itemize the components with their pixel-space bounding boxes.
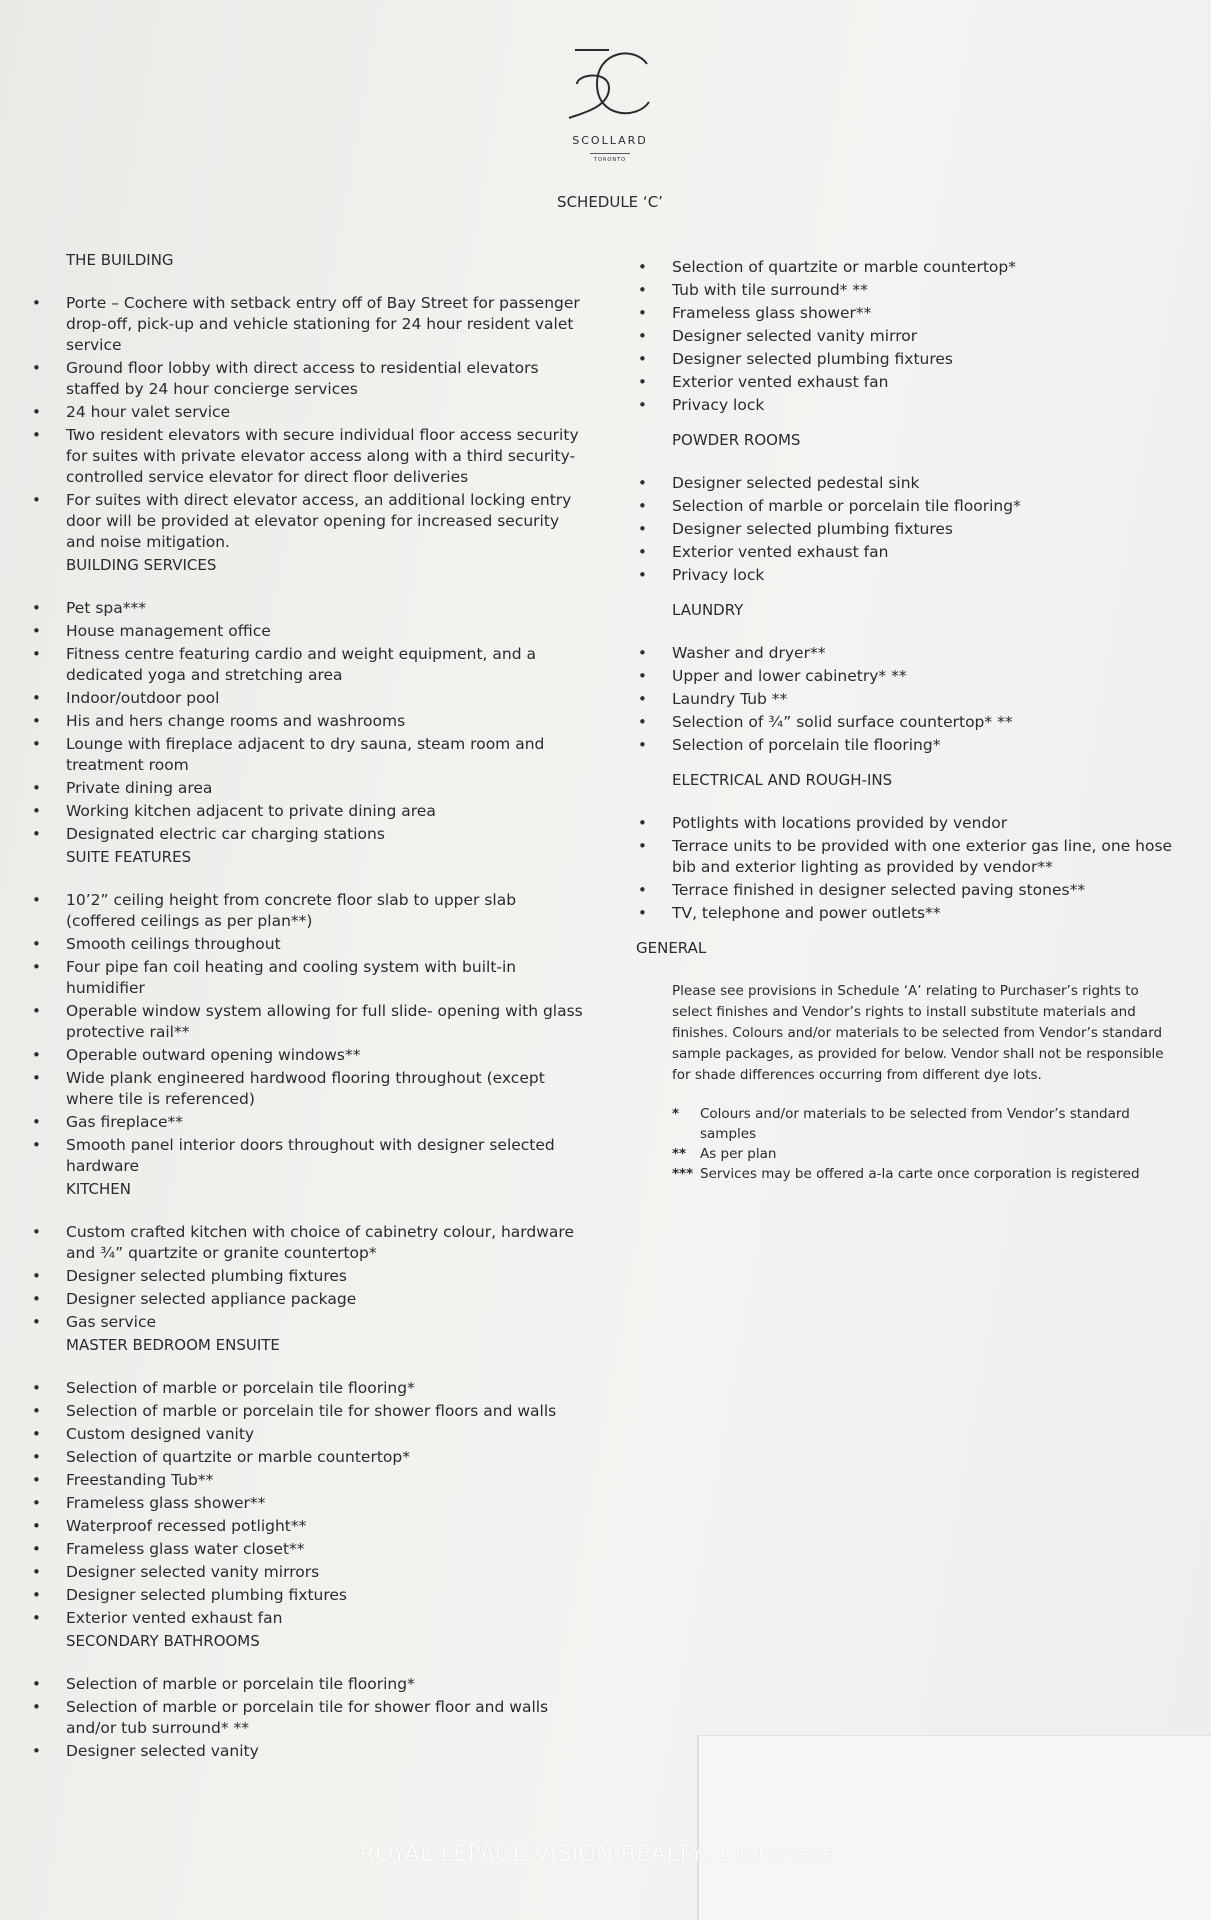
- list-item: • For suites with direct elevator access, an additional locking entry door will be provided at elevator opening for increased security and noise mitigation.: [30, 490, 590, 553]
- section-laundry: [636, 600, 1176, 756]
- list-item: • Privacy lock: [636, 565, 1176, 586]
- section-suite-features: [30, 847, 590, 1177]
- section-heading: GENERAL: [636, 939, 707, 957]
- sc-monogram-icon: [565, 44, 655, 132]
- list-item: • Ground floor lobby with direct access to residential elevators staffed by 24 hour concierge services: [30, 358, 590, 400]
- list-item: • Upper and lower cabinetry* **: [636, 666, 1176, 687]
- section-building-services: [30, 555, 590, 845]
- list-item: • Exterior vented exhaust fan: [30, 1608, 590, 1629]
- list-item: • Designer selected appliance package: [30, 1289, 590, 1310]
- list-item: • Frameless glass water closet**: [30, 1539, 590, 1560]
- list-item: • Custom crafted kitchen with choice of cabinetry colour, hardware and ¾” quartzite or granite countertop*: [30, 1222, 590, 1264]
- section-heading: SUITE FEATURES: [66, 848, 192, 866]
- list-item: • Smooth panel interior doors throughout with designer selected hardware: [30, 1135, 590, 1177]
- list-item: • Terrace finished in designer selected paving stones**: [636, 880, 1176, 901]
- list-item: • Laundry Tub **: [636, 689, 1176, 710]
- list-item: • Designated electric car charging stations: [30, 824, 590, 845]
- list-item: • Custom designed vanity: [30, 1424, 590, 1445]
- list-item: • 10’2” ceiling height from concrete floor slab to upper slab (coffered ceilings as per plan**): [30, 890, 590, 932]
- right-column: [636, 257, 1176, 1184]
- list-item: • Four pipe fan coil heating and cooling system with built-in humidifier: [30, 957, 590, 999]
- list-item: • Selection of marble or porcelain tile for shower floors and walls: [30, 1401, 590, 1422]
- section-list: [636, 473, 1176, 586]
- brokerage-watermark: ROYAL LEPAGE VISION REALTY, Brokerage: [360, 1842, 837, 1867]
- list-item: • Exterior vented exhaust fan: [636, 372, 1176, 393]
- footnote-mark: ***: [672, 1166, 694, 1182]
- section-heading: ELECTRICAL AND ROUGH-INS: [672, 771, 893, 789]
- list-item: • Selection of marble or porcelain tile for shower floor and walls and/or tub surround* **: [30, 1697, 590, 1739]
- footnote-text: Colours and/or materials to be selected from Vendor’s standard samples: [700, 1106, 1130, 1142]
- list-item: • Working kitchen adjacent to private dining area: [30, 801, 590, 822]
- list-item: • Designer selected vanity mirror: [636, 326, 1176, 347]
- list-item: • Designer selected plumbing fixtures: [636, 519, 1176, 540]
- section-secondary-bathrooms-continued: [636, 257, 1176, 416]
- list-item: • Frameless glass shower**: [636, 303, 1176, 324]
- section-the-building: [30, 250, 590, 553]
- overlapping-paper-sheet: [697, 1735, 1211, 1920]
- list-item: • Lounge with fireplace adjacent to dry sauna, steam room and treatment room: [30, 734, 590, 776]
- list-item: • Selection of quartzite or marble countertop*: [30, 1447, 590, 1468]
- list-item: • Tub with tile surround* **: [636, 280, 1176, 301]
- list-item: • Selection of marble or porcelain tile flooring*: [30, 1378, 590, 1399]
- section-list: [636, 813, 1176, 924]
- list-item: • Designer selected vanity: [30, 1741, 590, 1762]
- list-item: • Pet spa***: [30, 598, 590, 619]
- footnote-text: Services may be offered a-la carte once corporation is registered: [700, 1166, 1140, 1182]
- list-item: • Fitness centre featuring cardio and weight equipment, and a dedicated yoga and stretching area: [30, 644, 590, 686]
- list-item: • Designer selected pedestal sink: [636, 473, 1176, 494]
- section-heading: THE BUILDING: [66, 251, 174, 269]
- list-item: • Porte – Cochere with setback entry off of Bay Street for passenger drop-off, pick-up and vehicle stationing for 24 hour resident valet service: [30, 293, 590, 356]
- section-list: [30, 1674, 590, 1762]
- list-item: • Privacy lock: [636, 395, 1176, 416]
- list-item: • Freestanding Tub**: [30, 1470, 590, 1491]
- section-heading: KITCHEN: [66, 1180, 131, 1198]
- footnote-mark: *: [672, 1106, 680, 1122]
- list-item: • Designer selected plumbing fixtures: [636, 349, 1176, 370]
- list-item: • Selection of marble or porcelain tile flooring*: [30, 1674, 590, 1695]
- list-item: • Selection of quartzite or marble countertop*: [636, 257, 1176, 278]
- list-item: • Selection of ¾” solid surface countertop* **: [636, 712, 1176, 733]
- list-item: • Terrace units to be provided with one exterior gas line, one hose bib and exterior lighting as provided by vendor**: [636, 836, 1176, 878]
- list-item: • Smooth ceilings throughout: [30, 934, 590, 955]
- section-general: [636, 938, 1176, 1184]
- list-item: • Waterproof recessed potlight**: [30, 1516, 590, 1537]
- footnote-text: As per plan: [700, 1146, 777, 1162]
- list-item: • Gas fireplace**: [30, 1112, 590, 1133]
- section-kitchen: [30, 1179, 590, 1333]
- section-electrical-and-rough-ins: [636, 770, 1176, 924]
- list-item: • Washer and dryer**: [636, 643, 1176, 664]
- list-item: • Designer selected vanity mirrors: [30, 1562, 590, 1583]
- list-item: • 24 hour valet service: [30, 402, 590, 423]
- section-master-bedroom-ensuite: [30, 1335, 590, 1629]
- section-list: [636, 643, 1176, 756]
- logo-brand-text: SCOLLARD: [572, 134, 648, 147]
- list-item: • Indoor/outdoor pool: [30, 688, 590, 709]
- section-list: [30, 293, 590, 553]
- list-item: • Potlights with locations provided by vendor: [636, 813, 1176, 834]
- footnote-mark: **: [672, 1146, 687, 1162]
- footnote: [672, 1144, 1176, 1164]
- list-item: • Frameless glass shower**: [30, 1493, 590, 1514]
- list-item: • Two resident elevators with secure individual floor access security for suites with private elevator access along with a third security-controlled service elevator for direct floor deliveries: [30, 425, 590, 488]
- section-heading: POWDER ROOMS: [672, 431, 801, 449]
- section-secondary-bathrooms: [30, 1631, 590, 1762]
- footnote: [672, 1104, 1176, 1144]
- section-heading: LAUNDRY: [672, 601, 744, 619]
- logo-city-text: TORONTO: [590, 153, 630, 163]
- footnote: [672, 1164, 1176, 1184]
- section-list: [30, 1378, 590, 1629]
- list-item: • Selection of marble or porcelain tile flooring*: [636, 496, 1176, 517]
- section-list: [30, 890, 590, 1177]
- list-item: • Operable window system allowing for full slide- opening with glass protective rail**: [30, 1001, 590, 1043]
- scollard-logo: [550, 44, 670, 184]
- section-list: [30, 1222, 590, 1333]
- left-column: [30, 250, 590, 1764]
- list-item: • Designer selected plumbing fixtures: [30, 1266, 590, 1287]
- section-heading: BUILDING SERVICES: [66, 556, 217, 574]
- list-item: • TV, telephone and power outlets**: [636, 903, 1176, 924]
- list-item: • Selection of porcelain tile flooring*: [636, 735, 1176, 756]
- footnotes: [636, 1104, 1176, 1184]
- list-item: • Gas service: [30, 1312, 590, 1333]
- list-item: • His and hers change rooms and washrooms: [30, 711, 590, 732]
- general-paragraph: Please see provisions in Schedule ‘A’ relating to Purchaser’s rights to select finishes and Vendor’s rights to install substitute materials and finishes. Colours and/or materials to be selected from Vendor’s standard sample packages, as provided for below. Vendor shall not be responsible for shade differences occurring from different dye lots.: [672, 983, 1164, 1083]
- list-item: • Wide plank engineered hardwood flooring throughout (except where tile is referenced): [30, 1068, 590, 1110]
- section-list: [636, 257, 1176, 416]
- section-heading: MASTER BEDROOM ENSUITE: [66, 1336, 280, 1354]
- list-item: • Operable outward opening windows**: [30, 1045, 590, 1066]
- page-title: SCHEDULE ‘C’: [557, 193, 663, 211]
- list-item: • Exterior vented exhaust fan: [636, 542, 1176, 563]
- list-item: • Designer selected plumbing fixtures: [30, 1585, 590, 1606]
- section-powder-rooms: [636, 430, 1176, 586]
- list-item: • Private dining area: [30, 778, 590, 799]
- section-list: [30, 598, 590, 845]
- section-heading: SECONDARY BATHROOMS: [66, 1632, 260, 1650]
- list-item: • House management office: [30, 621, 590, 642]
